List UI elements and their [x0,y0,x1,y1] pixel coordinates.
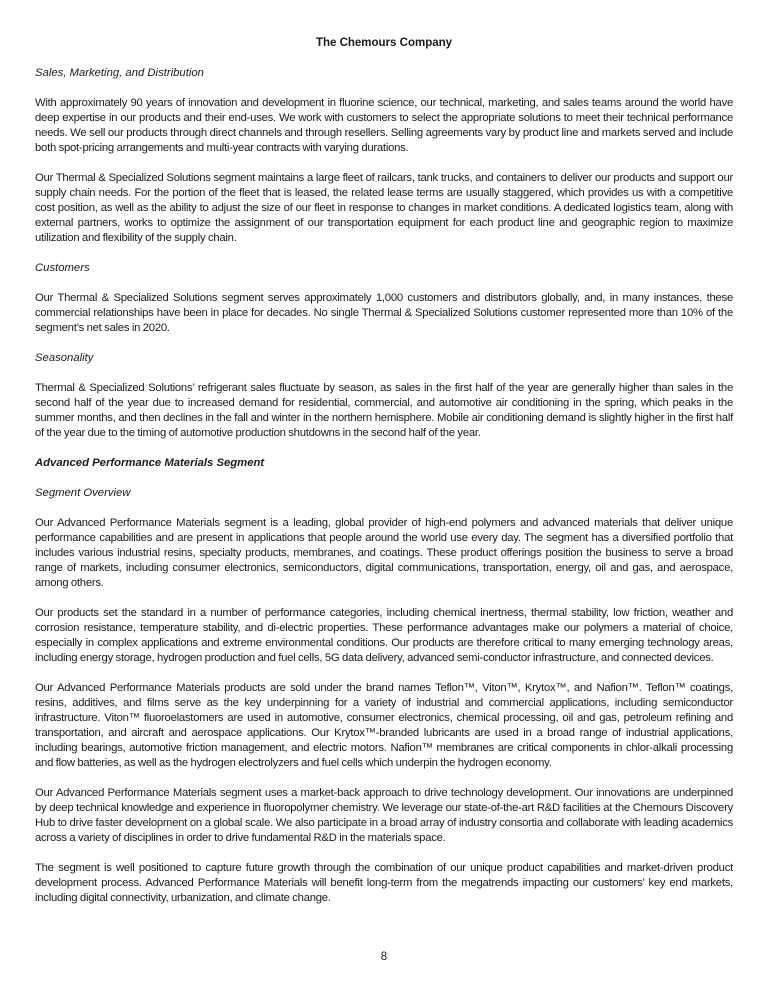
paragraph-sales-1: With approximately 90 years of innovation and development in fluorine science, our technical, marketing, and sales teams around the world have deep expertise in our products and their end-uses. We work with customers to select the appropriate solutions to meet their technical performance needs. We sell our products through direct channels and through resellers. Selling agreements vary by product line and markets served and include both spot-pricing arrangements and multi-year contracts with varying durations. [35,97,733,154]
paragraph-apm-2: Our products set the standard in a number of performance categories, including chemical inertness, thermal stability, low friction, weather and corrosion resistance, temperature stability, and di-electric properties. These performance advantages make our polymers a material of choice, especially in complex applications and extreme environmental conditions. Our products are therefore critical to many emerging technology areas, including energy storage, hydrogen production and fuel cells, 5G data delivery, advanced semi-conductor infrastructure, and connected devices. [35,607,733,664]
heading-customers: Customers [35,262,90,274]
paragraph-customers: Our Thermal & Specialized Solutions segment serves approximately 1,000 customers and distributors globally, and, in many instances, these commercial relationships have been in place for decades. No single Thermal & Specialized Solutions customer represented more than 10% of the segment’s net sales in 2020. [35,292,733,334]
document-page [35,36,733,921]
paragraph-sales-2: Our Thermal & Specialized Solutions segment maintains a large fleet of railcars, tank trucks, and containers to deliver our products and support our supply chain needs. For the portion of the fleet that is leased, the related lease terms are usually staggered, which provides us with a competitive cost position, as well as the ability to adjust the size of our fleet in response to changes in market conditions. A dedicated logistics team, along with external partners, works to optimize the assignment of our transportation equipment for each product line and geographic region to maximize utilization and flexibility of the supply chain. [35,172,733,244]
paragraph-apm-3: Our Advanced Performance Materials products are sold under the brand names Teflon™, Viton™, Krytox™, and Nafion™. Teflon™ coatings, resins, additives, and films serve as the key underpinning for a variety of industrial and commercial applications, including semiconductor infrastructure. Viton™ fluoroelastomers are used in automotive, consumer electronics, chemical processing, oil and gas, petroleum refining and transportation, and aircraft and aerospace applications. Our Krytox™-branded lubricants are used in a broad range of industrial applications, including bearings, automotive friction management, and electric motors. Nafion™ membranes are critical components in chlor-alkali processing and flow batteries, as well as the hydrogen electrolyzers and fuel cells which underpin the hydrogen economy. [35,682,733,769]
paragraph-seasonality: Thermal & Specialized Solutions’ refrigerant sales fluctuate by season, as sales in the first half of the year are generally higher than sales in the second half of the year due to increased demand for residential, commercial, and automotive air conditioning in the spring, which peaks in the summer months, and then declines in the fall and winter in the northern hemisphere. Mobile air conditioning demand is slightly higher in the first half of the year due to the timing of automotive production shutdowns in the second half of the year. [35,382,733,439]
page-number: 8 [380,951,388,963]
paragraph-apm-5: The segment is well positioned to capture future growth through the combination of our unique product capabilities and market-driven product development process. Advanced Performance Materials will benefit long-term from the megatrends impacting our customers’ key end markets, including digital connectivity, urbanization, and climate change. [35,862,733,904]
heading-segment-overview: Segment Overview [35,487,131,499]
heading-apm-segment: Advanced Performance Materials Segment [35,457,265,469]
paragraph-apm-1: Our Advanced Performance Materials segment is a leading, global provider of high-end polymers and advanced materials that deliver unique performance capabilities and are present in applications that people around the world use every day. The segment has a diversified portfolio that includes various industrial resins, specialty products, membranes, and coatings. These product offerings position the business to serve a broad range of markets, including consumer electronics, semiconductors, digital communications, transportation, energy, oil and gas, and aerospace, among others. [35,517,733,589]
paragraph-apm-4: Our Advanced Performance Materials segment uses a market-back approach to drive technology development. Our innovations are underpinned by deep technical knowledge and experience in fluoropolymer chemistry. We leverage our state-of-the-art R&D facilities at the Chemours Discovery Hub to drive faster development on a global scale. We also participate in a broad array of industry consortia and collaborate with leading academics across a variety of disciplines in order to drive fundamental R&D in the materials space. [35,787,733,844]
heading-sales-marketing-distribution: Sales, Marketing, and Distribution [35,67,204,79]
company-header: The Chemours Company [315,37,453,49]
heading-seasonality: Seasonality [35,352,94,364]
